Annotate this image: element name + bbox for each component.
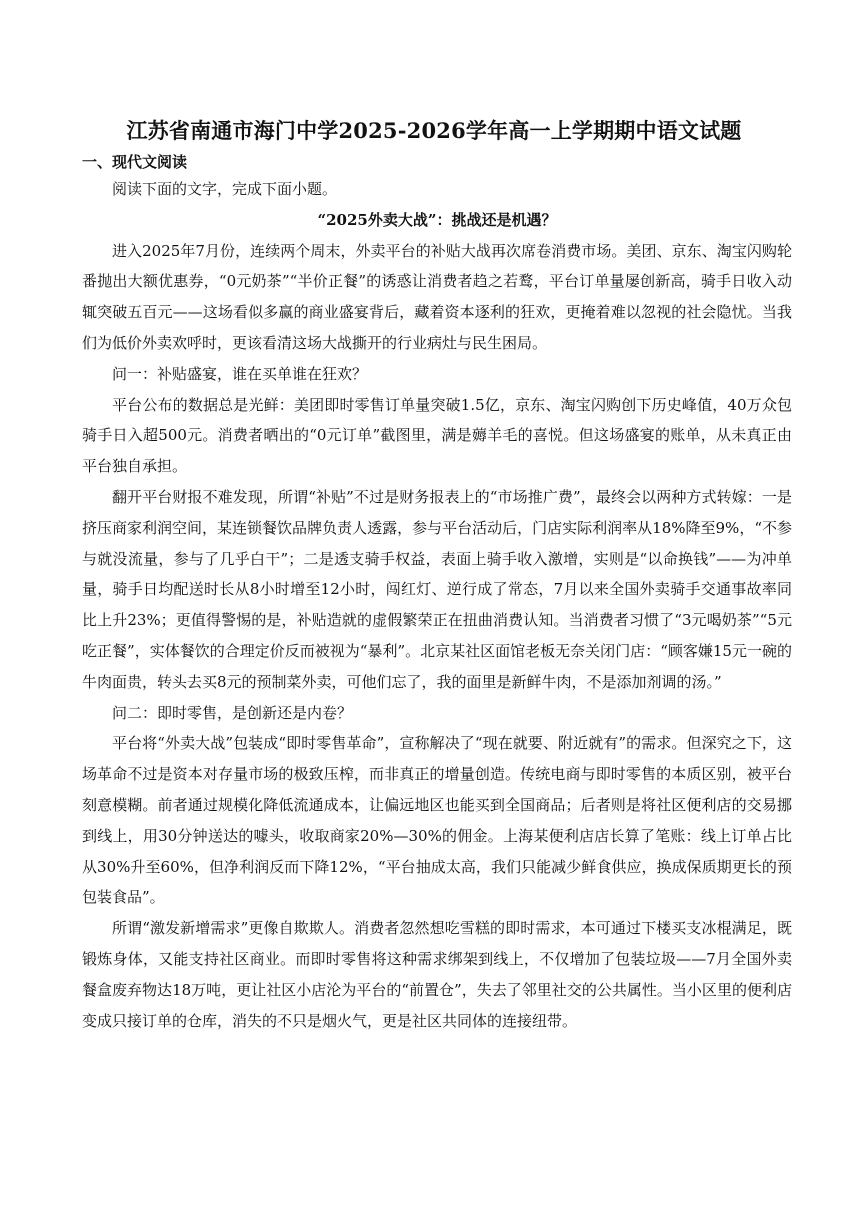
paragraph-subsidy: 翻开平台财报不难发现，所谓“补贴”不过是财务报表上的“市场推广费”，最终会以两种方式转嫁：一是挤压商家利润空间，某连锁餐饮品牌负责人透露，参与平台活动后，门店实际利润率从18%降至9%，“不参与就没流量，参与了几乎白干”；二是透支骑手权益，表面上骑手收入激增，实则是“以命换钱”——为冲单量，骑手日均配送时长从8小时增至12小时，闯红灯、逆行成了常态，7月以来全国外卖骑手交通事故率同比上升23%；更值得警惕的是，补贴造就的虚假繁荣正在扭曲消费认知。当消费者习惯了“3元喝奶茶”“5元吃正餐”，实体餐饮的合理定价反而被视为“暴利”。北京某社区面馆老板无奈关闭门店：“顾客嫌15元一碗的牛肉面贵，转头去买8元的预制菜外卖，可他们忘了，我的面里是新鲜牛肉，不是添加剂调的汤。” [82, 487, 792, 691]
question-heading-1: 问一：补贴盛宴，谁在买单谁在狂欢？ [112, 364, 368, 383]
paragraph-intro: 进入2025年7月份，连续两个周末，外卖平台的补贴大战再次席卷消费市场。美团、京东、淘宝闪购轮番抛出大额优惠券，“0元奶茶”“半价正餐”的诱惑让消费者趋之若鹜，平台订单量屡创新高，骑手日收入动辄突破五百元——这场看似多赢的商业盛宴背后，藏着资本逐利的狂欢，更掩着难以忽视的社会隐忧。当我们为低价外卖欢呼时，更该看清这场大战撕开的行业病灶与民生困局。 [82, 241, 792, 352]
article-title: “2025外卖大战”：挑战还是机遇？ [317, 210, 557, 229]
question-heading-2: 问二：即时零售，是创新还是内卷？ [112, 703, 353, 722]
instruction-text: 阅读下面的文字，完成下面小题。 [112, 180, 338, 198]
reading-passage [82, 174, 792, 1036]
paragraph-instant-retail: 平台将“外卖大战”包装成“即时零售革命”，宣称解决了“现在就要、附近就有”的需求。但深究之下，这场革命不过是资本对存量市场的极致压榨，而非真正的增量创造。传统电商与即时零售的本质区别，被平台刻意模糊。前者通过规模化降低流通成本，让偏远地区也能买到全国商品；后者则是将社区便利店的交易挪到线上，用30分钟送达的噱头，收取商家20%—30%的佣金。上海某便利店店长算了笔账：线上订单占比从30%升至60%，但净利润反而下降12%，“平台抽成太高，我们只能减少鲜食供应，换成保质期更长的预包装食品”。 [82, 734, 792, 907]
paragraph-data: 平台公布的数据总是光鲜：美团即时零售订单量突破1.5亿，京东、淘宝闪购创下历史峰值，40万众包骑手日入超500元。消费者晒出的“0元订单”截图里，满是薅羊毛的喜悦。但这场盛宴的账单，从未真正由平台独自承担。 [82, 395, 792, 476]
paragraph-demand: 所谓“激发新增需求”更像自欺欺人。消费者忽然想吃雪糕的即时需求，本可通过下楼买支冰棍满足，既锻炼身体，又能支持社区商业。而即时零售将这种需求绑架到线上，不仅增加了包装垃圾——7月全国外卖餐盒废弃物达18万吨，更让社区小店沦为平台的“前置仓”，失去了邻里社交的公共属性。当小区里的便利店变成只接订单的仓库，消失的不只是烟火气，更是社区共同体的连接纽带。 [82, 919, 792, 1030]
section-heading: 一、现代文阅读 [82, 153, 188, 171]
document-title: 江苏省南通市海门中学2025-2026学年高一上学期期中语文试题 [126, 118, 742, 143]
